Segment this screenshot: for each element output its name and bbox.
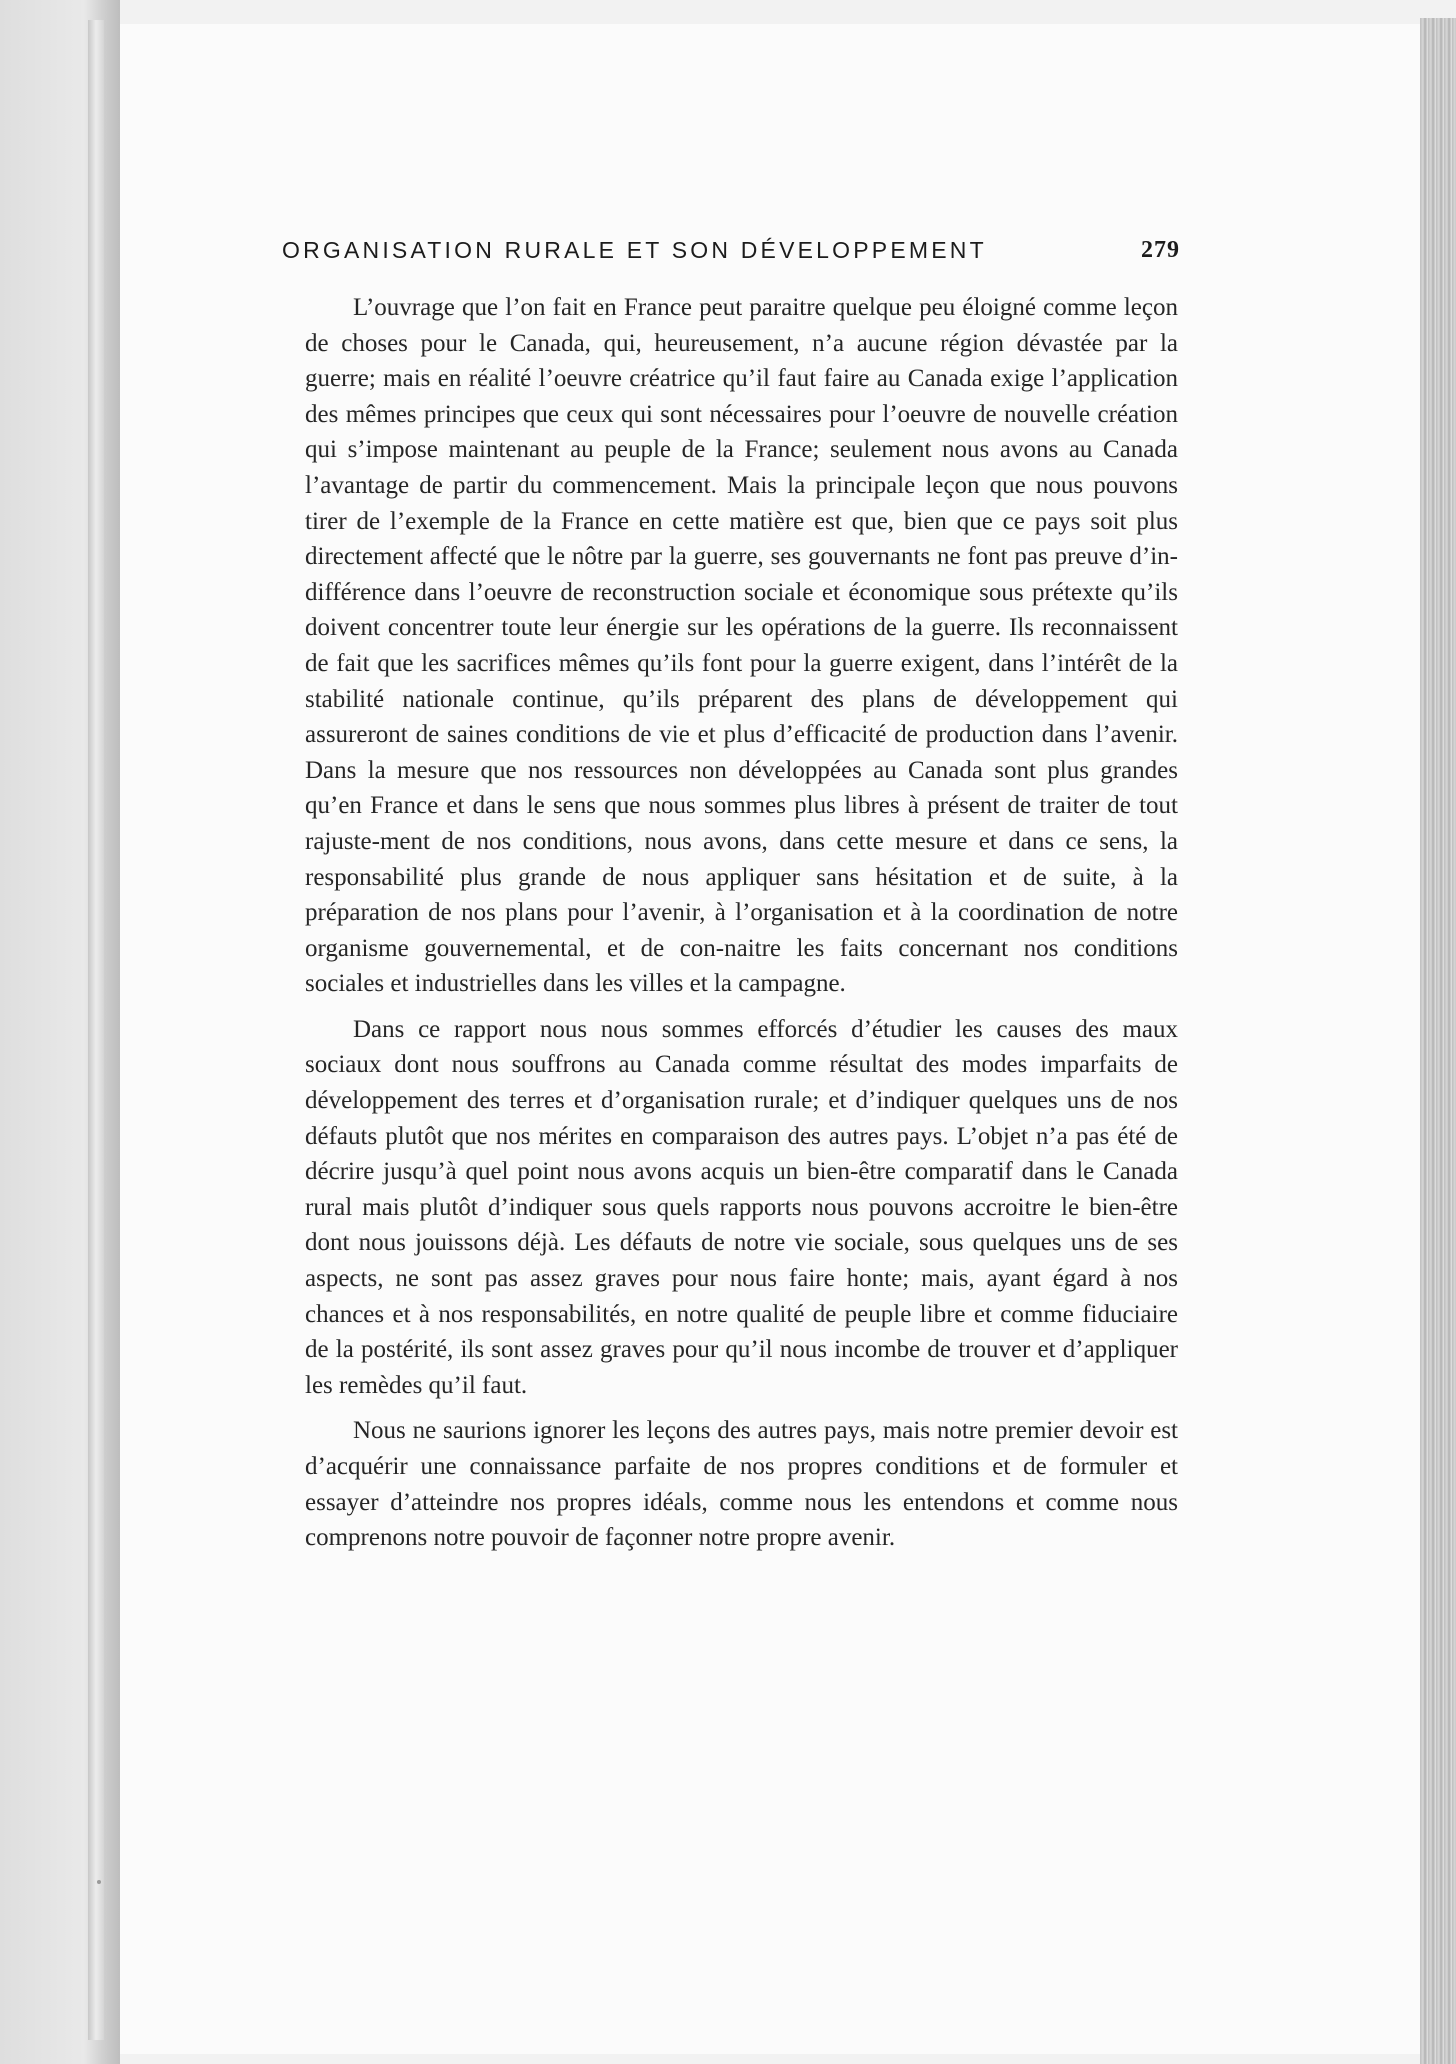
body-text <box>305 290 1178 1566</box>
paragraph-2: Dans ce rapport nous nous sommes efforcés d’étudier les causes des maux sociaux dont nous souffrons au Canada comme résultat des modes imparfaits de développement des terres et d’organisation rurale; et d’indiquer quelques uns de nos défauts plutôt que nos mérites en comparaison des autres pays. L’objet n’a pas été de décrire jusqu’à quel point nous avons acquis un bien-être comparatif dans le Canada rural mais plutôt d’indiquer sous quels rapports nous pouvons accroitre le bien-être dont nous jouissons déjà. Les défauts de notre vie sociale, sous quelques uns de ses aspects, ne sont pas assez graves pour nous faire honte; mais, ayant égard à nos chances et à nos responsabilités, en notre qualité de peuple libre et comme fiduciaire de la postérité, ils sont assez graves pour qu’il nous incombe de trouver et d’appliquer les remèdes qu’il faut. <box>305 1015 1178 1399</box>
book-left-edge <box>0 0 120 2064</box>
scan-speck <box>97 1880 101 1884</box>
page-number: 279 <box>1141 237 1180 263</box>
running-header <box>282 230 1180 270</box>
running-title: ORGANISATION RURALE ET SON DÉVELOPPEMENT <box>282 237 987 263</box>
book-right-edge <box>1420 18 1456 2064</box>
paragraph-1: L’ouvrage que l’on fait en France peut paraitre quelque peu éloigné comme leçon de choses pour le Canada, qui, heureusement, n’a aucune région dévastée par la guerre; mais en réalité l’oeuvre créatrice qu’il faut faire au Canada exige l’application des mêmes principes que ceux qui sont nécessaires pour l’oeuvre de nouvelle création qui s’impose maintenant au peuple de la France; seulement nous avons au Canada l’avantage de partir du commencement. Mais la principale leçon que nous pouvons tirer de l’exemple de la France en cette matière est que, bien que ce pays soit plus directement affecté que le nôtre par la guerre, ses gouvernants ne font pas preuve d’in-différence dans l’oeuvre de reconstruction sociale et économique sous prétexte qu’ils doivent concentrer toute leur énergie sur les opérations de la guerre. Ils reconnaissent de fait que les sacrifices mêmes qu’ils font pour la guerre exigent, dans l’intérêt de la stabilité nationale continue, qu’ils préparent des plans de développement qui assureront de saines conditions de vie et plus d’efficacité de production dans l’avenir. Dans la mesure que nos ressources non développées au Canada sont plus grandes qu’en France et dans le sens que nous sommes plus libres à présent de traiter de tout rajuste-ment de nos conditions, nous avons, dans cette mesure et dans ce sens, la responsabilité plus grande de nous appliquer sans hésitation et de suite, à la préparation de nos plans pour l’avenir, à l’organisation et à la coordination de notre organisme gouvernemental, et de con-naitre les faits concernant nos conditions sociales et industrielles dans les villes et la campagne. <box>305 294 1178 998</box>
paragraph-3: Nous ne saurions ignorer les leçons des autres pays, mais notre premier devoir est d’acquérir une connaissance parfaite de nos propres conditions et de formuler et essayer d’atteindre nos propres idéals, comme nous les entendons et comme nous comprenons notre pouvoir de façonner notre propre avenir. <box>305 1417 1178 1552</box>
